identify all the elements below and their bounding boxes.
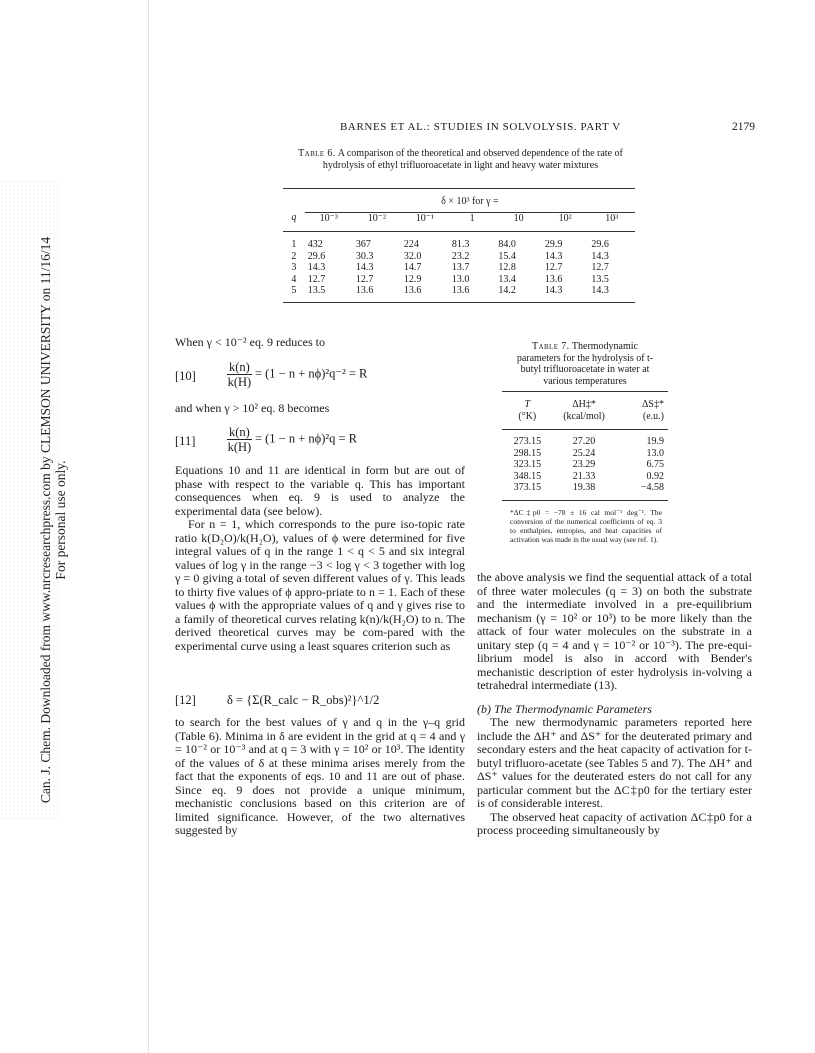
equation-10: [10] $\frac{k(n)}{k(H)}$ = (1 − n + nϕ)²q⁻² = R [175, 360, 368, 389]
table7 [502, 391, 668, 501]
table6-col-header: 10⁻² [353, 212, 401, 232]
paragraph: The new thermodynamic parameters reported here include the ΔH⁺ and ΔS⁺ for the deuterated primary and secondary esters and the heat capacity of activation for t-butyl trifluoro-acetate (see Tables 5 and 7). The ΔH⁺ and ΔS⁺ values for the deuterated esters do not call for any particular comment but the ΔC‡p0 for the tertiary ester is of considerable interest. [477, 715, 752, 810]
table7-footnote: *ΔC‡p0 = −78 ± 16 cal mol⁻¹ deg⁻¹. The conversion of the numerical coefficients of eq. 3 to enthalpies, entropies, and heat capacities of activation was made in the usual way (see ref. 1). [510, 508, 662, 544]
table6-caption-text: A comparison of the theoretical and observed dependence of the rate of hydrolysis of ethyl trifluoroacetate in light and heavy water mixtures [322, 148, 623, 171]
table6-col-header: 10 [495, 212, 542, 232]
table6-col-header: 10⁻³ [305, 212, 353, 232]
table-row: 4 12.7 12.7 12.9 13.0 13.4 13.6 13.5 [291, 273, 609, 285]
left-column-body-2 [175, 716, 465, 838]
paragraph: Equations 10 and 11 are identical in form but are out of phase with respect to the variable q. This has important consequences when eq. 9 is used to analyze the experimental data (see below). [175, 463, 465, 518]
watermark-line-1: Can. J. Chem. Downloaded from www.nrcresearchpress.com by CLEMSON UNIVERSITY on 11/16/14 [38, 236, 53, 804]
paragraph: the above analysis we find the sequential attack of a total of three water molecules (q = 3) on both the substrate and the intermediate involved in a pre-equilibrium mechanism (γ = 10² or 10³) to be more likely than the attack of four water molecules on the substrate in a unitary step (q = 4 and γ = 10⁻² or 10⁻³). The pre-equi-librium model is also in accord with Bender's mechanistic description of ester hydrolysis in-volving a tetrahedral intermediate (13). [477, 570, 752, 692]
table-row: 2 29.6 30.3 32.0 23.2 15.4 14.3 14.3 [291, 250, 609, 262]
table6 [283, 188, 635, 303]
table-row: 5 13.5 13.6 13.6 13.6 14.2 14.3 14.3 [283, 285, 635, 302]
page-number: 2179 [732, 121, 755, 133]
table6-caption [288, 148, 633, 172]
equation-12: [12] δ = {Σ(R_calc − R_obs)²}^1/2 [175, 693, 380, 707]
paragraph: The observed heat capacity of activation ΔC‡p0 for a process proceeding simultaneously by [477, 809, 752, 837]
table6-col-header: 1 [449, 212, 496, 232]
page-edge [148, 0, 149, 1053]
running-head: BARNES ET AL.: STUDIES IN SOLVOLYSIS. PART V [340, 121, 621, 133]
paragraph: For n = 1, which corresponds to the pure iso-topic rate ratio k(D₂O)/k(H₂O), values of ϕ were determined for five integral values of q in the range 1 < q < 5 and six integral values of log γ in the range −3 < log γ < 3 together with log γ = 0 giving a total of seven different values of γ. This leads to thirty five values of ϕ appro-priate to n = 1. Each of these values ϕ with the appropriate values of q and γ gives rise to a family of theoretical curves relating k(n)/k(H₂O) to n. The derived theoretical curves may be com-pared with the experimental curve using a least squares criterion such as [175, 517, 465, 653]
table6-group-header: δ × 10³ for γ = [305, 192, 635, 212]
intro-eq11: and when γ > 10² eq. 8 becomes [175, 401, 330, 415]
paragraph: to search for the best values of γ and q in the γ–q grid (Table 6). Minima in δ are evident in the grid at q = 4 and γ = 10⁻² or 10⁻³ and at q = 3 with γ = 10² or 10³. The identity of the values of δ at these minima arises merely from the fact that the exponents of eqs. 10 and 11 are out of phase. Since eq. 9 does not provide a unique minimum, mechanistic conclusions based on this criterion are of limited significance. However, of the two alternatives suggested by [175, 715, 465, 837]
table7-label: Table 7. [531, 341, 570, 352]
table6-row-header: q [283, 212, 305, 232]
left-column-body-1 [175, 464, 465, 653]
table-row: 348.15 21.33 0.92 [513, 470, 664, 482]
table6-col-header: 10⁻¹ [401, 212, 449, 232]
right-column-body [477, 571, 752, 838]
table7-caption [510, 341, 660, 387]
table-row: 323.15 23.29 6.75 [513, 459, 664, 470]
table7-col-header: ΔS‡* [642, 399, 664, 410]
table7-col-header: ΔH‡* [572, 399, 596, 410]
section-heading: (b) The Thermodynamic Parameters [477, 701, 652, 716]
equation-11: [11] $\frac{k(n)}{k(H)}$ = (1 − n + nϕ)²q = R [175, 425, 358, 454]
table7-col-header: T [524, 399, 531, 410]
download-watermark [38, 210, 68, 830]
table7-unit: (kcal/mol) [553, 411, 616, 430]
table7-unit: (°K) [502, 411, 553, 430]
intro-eq10: When γ < 10⁻² eq. 9 reduces to [175, 335, 325, 349]
table-row: 298.15 25.24 13.0 [513, 447, 664, 459]
table-row: 3 14.3 14.3 14.7 13.7 12.8 12.7 12.7 [291, 262, 609, 273]
table-row: 1 432 367 224 81.3 84.0 29.9 29.6 [291, 239, 609, 250]
table6-col-header: 10² [542, 212, 589, 232]
table7-caption-text: Thermodynamic parameters for the hydrolysis of t-butyl trifluoroacetate in water at various temperatures [516, 341, 654, 387]
table6-col-header: 10³ [588, 212, 635, 232]
table-row: 373.15 19.38 −4.58 [502, 482, 668, 500]
watermark-line-2: For personal use only. [53, 460, 68, 580]
table7-unit: (e.u.) [615, 411, 668, 430]
table6-label: Table 6. [298, 148, 336, 159]
table-row: 273.15 27.20 19.9 [513, 436, 664, 447]
